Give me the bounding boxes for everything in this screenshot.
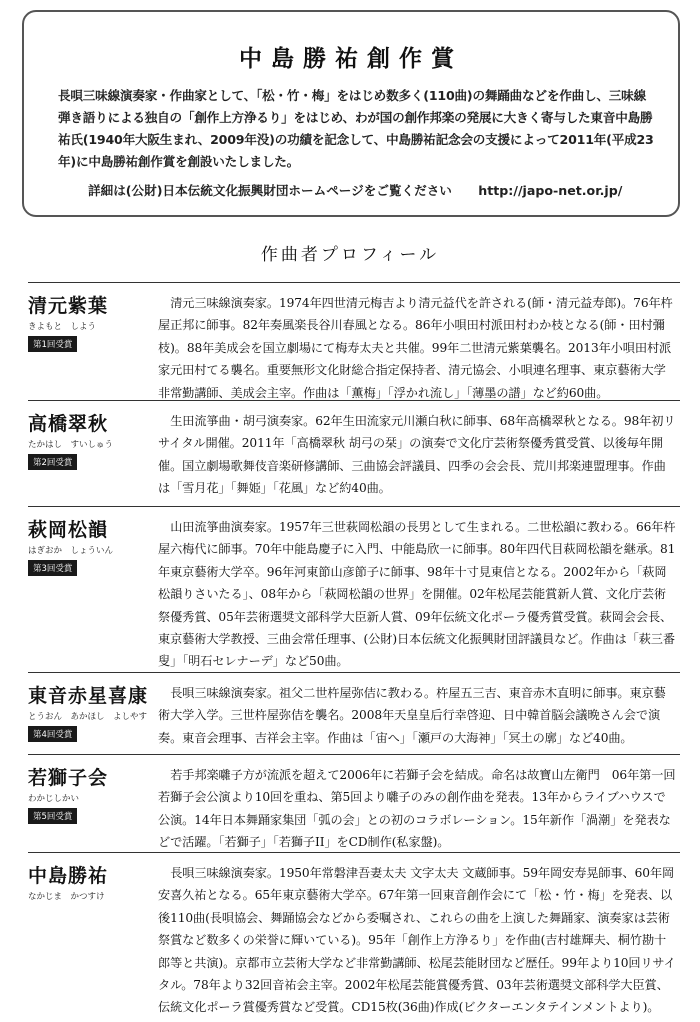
profile-name: 東音赤星喜康	[28, 685, 149, 707]
award-badge: 第1回受賞	[28, 336, 77, 352]
profile-name: 高橋翠秋	[28, 413, 109, 435]
profile-text: 長唄三味線演奏家。1950年常磐津吾妻太夫 文字太夫 文蔵師事。59年岡安寿晃師事、60年岡安喜久祐となる。65年東京藝術大学卒。67年第一回東音創作会にて「松・竹・梅」を発表、以後110曲(長唄協会、舞踊協会などから委嘱され、これらの曲を上演した舞踊家、演奏家は芸術祭賞など数多くの栄誉に輝いている)。95年「創作上方浄るり」を作曲(吉村雄輝夫、桐竹勘十郎等と共演)。京都市立芸術大学など非常勤講師、松尾芸能財団など歴任。99年より10回リサイタル。78年より32回音祐会主宰。2002年松尾芸能賞優秀賞、03年芸術選奨文部科学大臣賞、伝統文化ポーラ賞優秀賞など受賞。CD15枚(36曲)作成(ビクターエンタテインメントより)。	[158, 866, 676, 1015]
profile-name: 若獅子会	[28, 767, 109, 789]
profile-text: 山田流箏曲演奏家。1957年三世萩岡松韻の長男として生まれる。二世松韻に教わる。66年杵屋六梅代に師事。70年中能島慶子に入門、中能島欣一に師事。80年四代目萩岡松韻を継承。81年東京藝術大学卒。96年河東節山彦節子に師事、98年十寸見東信となる。2002年から「萩岡松韻りさいたる」、08年から「萩岡松韻の世界」を開催。02年松尾芸能賞新人賞、文化庁芸術祭優秀賞、05年芸術選奨文部科学大臣新人賞、09年伝統文化ポーラ優秀賞受賞。萩岡会会長、東京藝術大学教授、三曲会常任理事、(公財)日本伝統文化振興財団評議員など。作曲は「萩三番叟」「明石セレナーデ」など50曲。	[158, 520, 676, 669]
profile-entry	[28, 672, 680, 748]
profile-entry	[28, 506, 680, 668]
award-badge: 第5回受賞	[28, 808, 77, 824]
profile-entry	[28, 754, 680, 852]
award-details-text: 詳細は(公財)日本伝統文化振興財団ホームページをご覧ください	[88, 183, 452, 198]
award-details-url[interactable]: http://japo-net.or.jp/	[478, 183, 623, 198]
profile-name-column	[28, 681, 156, 742]
profile-name: 萩岡松韻	[28, 519, 109, 541]
profile-name: 清元紫葉	[28, 295, 109, 317]
profile-reading: きよもと しよう	[28, 322, 97, 332]
profile-name-column	[28, 409, 156, 470]
award-title: 中島勝祐創作賞	[239, 46, 463, 72]
profile-reading: とうおん あかほし よしやす	[28, 712, 148, 722]
profile-reading: はぎおか しょういん	[28, 546, 114, 556]
profile-name-column	[28, 861, 156, 902]
profile-text: 生田流箏曲・胡弓演奏家。62年生田流家元川瀬白秋に師事、68年高橋翠秋となる。98年初リサイタル開催。2011年「高橋翠秋 胡弓の栞」の演奏で文化庁芸術祭優秀賞受賞、以後毎年開催。国立劇場歌舞伎音楽研修講師、三曲協会評議員、四季の会会長、荒川邦楽連盟理事。作曲は「雪月花」「舞姫」「花風」など約40曲。	[158, 414, 676, 496]
award-info-box	[22, 10, 680, 217]
profile-name-column	[28, 291, 156, 352]
profile-text: 若手邦楽囃子方が流派を超えて2006年に若獅子会を結成。命名は故寶山左衛門 06年第一回若獅子会公演より10回を重ね、第5回より囃子のみの創作曲を発表。13年からライブハウスで公演。14年日本舞踊家集団「弧の会」との初のコラボレーション。15年新作「渦潮」を発表などで活躍。「若獅子」「若獅子II」をCD制作(私家盤)。	[158, 768, 676, 850]
award-badge: 第4回受賞	[28, 726, 77, 742]
award-badge: 第3回受賞	[28, 560, 77, 576]
award-badge: 第2回受賞	[28, 454, 77, 470]
profile-entry	[28, 400, 680, 504]
profile-name: 中島勝祐	[28, 865, 109, 887]
profile-text: 清元三味線演奏家。1974年四世清元梅吉より清元益代を許される(師・清元益寿郎)。76年杵屋正邦に師事。82年奏風楽長谷川春風となる。86年小唄田村派田村わか枝となる(師・田村彌枝)。88年美成会を国立劇場にて梅寿太夫と共催。99年二世清元紫葉襲名。2013年小唄田村派家元田村てる襲名。重要無形文化財総合指定保持者、清元協会、小唄連名理事、東京藝術大学非常勤講師、美成会主宰。作曲は「薫梅」「浮かれ流し」「薄墨の譜」など約60曲。	[158, 296, 673, 400]
profile-reading: わかじしかい	[28, 794, 80, 804]
profile-reading: たかはし すいしゅう	[28, 440, 114, 450]
award-details-line	[88, 180, 656, 199]
profile-name-column	[28, 515, 156, 576]
profile-name-column	[28, 763, 156, 824]
profile-entry	[28, 282, 680, 398]
section-heading: 作曲者プロフィール	[260, 245, 440, 265]
profile-entry	[28, 852, 680, 1018]
profile-text: 長唄三味線演奏家。祖父二世杵屋弥佶に教わる。杵屋五三吉、東音赤木直明に師事。東京藝術大学入学。三世杵屋弥佶を襲名。2008年天皇皇后行幸啓迎、日中韓首脳会議晩さん会で演奏。東音会理事、吉祥会主宰。作曲は「宙へ」「瀬戸の大海神」「冥土の廓」など40曲。	[158, 686, 666, 745]
award-description: 長唄三味線演奏家・作曲家として、「松・竹・梅」をはじめ数多く(110曲)の舞踊曲などを作曲し、三味線弾き語りによる独自の「創作上方浄るり」をはじめ、わが国の創作邦楽の発展に大きく寄与した東音中島勝祐氏(1940年大阪生まれ、2009年没)の功績を記念して、中島勝祐記念会の支援によって2011年(平成23年)に中島勝祐創作賞を創設いたしました。	[58, 88, 654, 169]
profile-reading: なかじま かつすけ	[28, 892, 105, 902]
